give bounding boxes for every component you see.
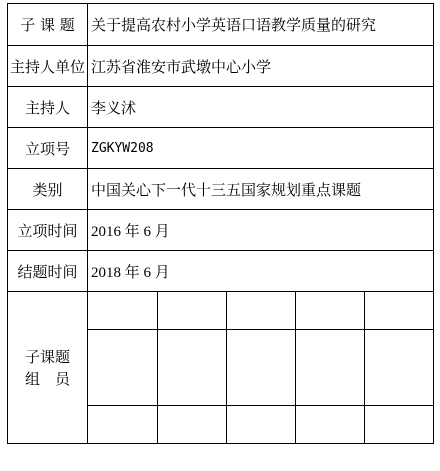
member-cell[interactable] — [295, 292, 364, 330]
member-cell[interactable] — [157, 405, 226, 443]
label-host: 主持人 — [8, 87, 88, 128]
label-host-unit: 主持人单位 — [8, 46, 88, 87]
row-approval-date — [8, 210, 434, 251]
value-completion-date: 2018 年 6 月 — [88, 251, 434, 292]
members-grid-row — [88, 330, 433, 406]
row-completion-date — [8, 251, 434, 292]
member-cell[interactable] — [88, 292, 157, 330]
members-grid-row — [88, 405, 433, 443]
member-cell[interactable] — [88, 330, 157, 406]
label-subtopic-members — [8, 292, 88, 444]
row-host-unit — [8, 46, 434, 87]
member-cell[interactable] — [226, 292, 295, 330]
label-subtopic: 子 课 题 — [8, 4, 88, 46]
members-grid-row — [88, 292, 433, 330]
value-project-number: ZGKYW208 — [88, 128, 434, 169]
label-approval-date: 立项时间 — [8, 210, 88, 251]
member-cell[interactable] — [157, 330, 226, 406]
label-subtopic-members-line1: 子课题 — [24, 347, 70, 366]
member-cell[interactable] — [364, 405, 433, 443]
value-host: 李义沭 — [88, 87, 434, 128]
project-info-table — [7, 3, 434, 444]
label-subtopic-members-line2: 组 员 — [24, 369, 70, 388]
member-cell[interactable] — [364, 330, 433, 406]
member-cell[interactable] — [157, 292, 226, 330]
row-subtopic — [8, 4, 434, 46]
members-grid — [88, 292, 433, 443]
value-subtopic-title: 关于提高农村小学英语口语教学质量的研究 — [88, 4, 434, 46]
member-cell[interactable] — [88, 405, 157, 443]
member-cell[interactable] — [364, 292, 433, 330]
label-completion-date: 结题时间 — [8, 251, 88, 292]
value-host-unit: 江苏省淮安市武墩中心小学 — [88, 46, 434, 87]
project-info-form — [7, 3, 433, 451]
row-project-number — [8, 128, 434, 169]
value-approval-date: 2016 年 6 月 — [88, 210, 434, 251]
value-category: 中国关心下一代十三五国家规划重点课题 — [88, 169, 434, 210]
row-host — [8, 87, 434, 128]
label-category: 类别 — [8, 169, 88, 210]
member-cell[interactable] — [226, 405, 295, 443]
member-cell[interactable] — [295, 405, 364, 443]
member-cell[interactable] — [295, 330, 364, 406]
row-category — [8, 169, 434, 210]
label-project-number: 立项号 — [8, 128, 88, 169]
member-cell[interactable] — [226, 330, 295, 406]
members-grid-container — [88, 292, 434, 444]
row-subtopic-members — [8, 292, 434, 444]
